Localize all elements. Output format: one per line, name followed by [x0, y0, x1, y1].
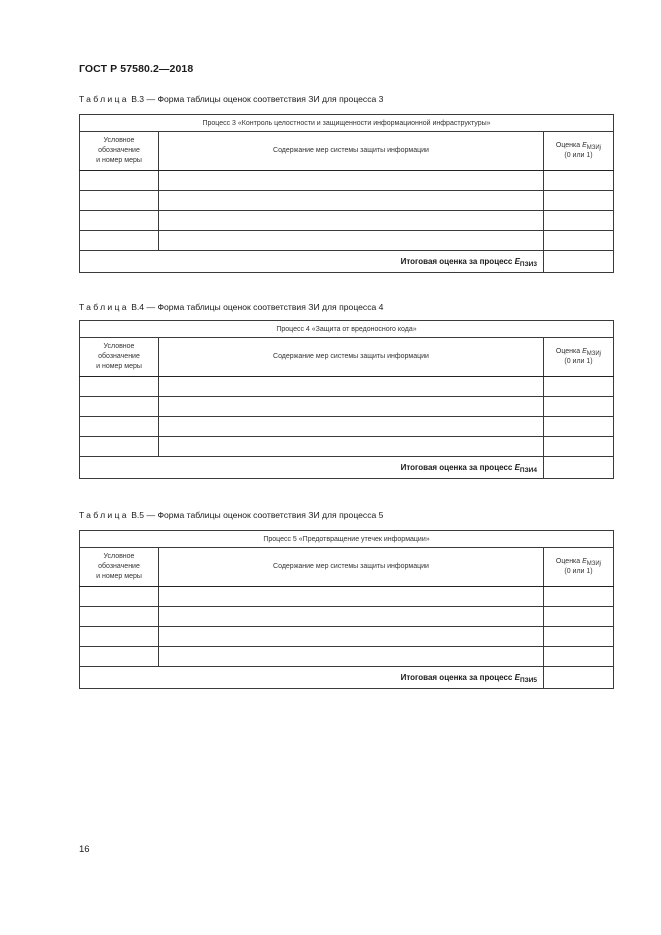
column-header-score: Оценка $E_{МЗИj}$ (0 или 1) — [543, 132, 613, 171]
cell-score[interactable] — [543, 437, 613, 457]
cell-designation[interactable] — [80, 437, 159, 457]
table-caption — [79, 510, 383, 520]
column-header-designation: Условное обозначение и номер меры — [80, 338, 159, 377]
table-row — [80, 397, 614, 417]
total-score-label: Итоговая оценка за процесс $E_{ПЗИ3}$ — [80, 251, 544, 273]
table-row — [80, 211, 614, 231]
total-score-cell[interactable] — [543, 251, 613, 273]
cell-designation[interactable] — [80, 647, 159, 667]
total-score-label: Итоговая оценка за процесс $E_{ПЗИ4}$ — [80, 457, 544, 479]
column-header-content: Содержание мер системы защиты информации — [159, 132, 544, 171]
cell-score[interactable] — [543, 417, 613, 437]
cell-score[interactable] — [543, 211, 613, 231]
column-header-score: Оценка $E_{МЗИj}$ (0 или 1) — [543, 338, 613, 377]
column-header-content: Содержание мер системы защиты информации — [159, 548, 544, 587]
column-header-designation: Условное обозначение и номер меры — [80, 548, 159, 587]
total-score-cell[interactable] — [544, 667, 614, 689]
cell-score[interactable] — [543, 231, 613, 251]
cell-designation[interactable] — [80, 377, 159, 397]
cell-content[interactable] — [159, 397, 544, 417]
cell-designation[interactable] — [80, 231, 159, 251]
assessment-table-process-4 — [79, 320, 614, 479]
cell-designation[interactable] — [80, 607, 159, 627]
assessment-table-process-3 — [79, 114, 614, 273]
cell-designation[interactable] — [80, 627, 159, 647]
cell-designation[interactable] — [80, 587, 159, 607]
cell-content[interactable] — [159, 607, 544, 627]
process-title: Процесс 3 «Контроль целостности и защищенности информационной инфраструктуры» — [80, 115, 614, 132]
cell-content[interactable] — [159, 171, 544, 191]
document-standard-number: ГОСТ Р 57580.2—2018 — [79, 63, 194, 75]
cell-score[interactable] — [544, 607, 614, 627]
cell-score[interactable] — [544, 627, 614, 647]
cell-content[interactable] — [159, 377, 544, 397]
cell-designation[interactable] — [80, 171, 159, 191]
column-header-score: Оценка $E_{МЗИj}$ (0 или 1) — [544, 548, 614, 587]
cell-designation[interactable] — [80, 211, 159, 231]
cell-designation[interactable] — [80, 417, 159, 437]
table-row — [80, 231, 614, 251]
table-caption-label: Таблица — [79, 302, 129, 312]
cell-score[interactable] — [543, 377, 613, 397]
page-number: 16 — [79, 844, 90, 855]
total-score-label: Итоговая оценка за процесс $E_{ПЗИ5}$ — [80, 667, 544, 689]
table-caption — [79, 94, 383, 104]
cell-designation[interactable] — [80, 191, 159, 211]
cell-score[interactable] — [543, 191, 613, 211]
cell-score[interactable] — [543, 397, 613, 417]
table-caption — [79, 302, 383, 312]
table-row — [80, 607, 614, 627]
cell-score[interactable] — [544, 647, 614, 667]
table-caption-text: В.4 — Форма таблицы оценок соответствия ЗИ для процесса 4 — [131, 302, 384, 312]
table-row — [80, 587, 614, 607]
table-caption-label: Таблица — [79, 94, 129, 104]
assessment-table-process-5 — [79, 530, 614, 689]
table-row — [80, 627, 614, 647]
cell-score[interactable] — [543, 171, 613, 191]
table-row — [80, 437, 614, 457]
column-header-designation: Условное обозначение и номер меры — [80, 132, 159, 171]
cell-content[interactable] — [159, 231, 544, 251]
process-title: Процесс 5 «Предотвращение утечек информации» — [80, 531, 614, 548]
cell-content[interactable] — [159, 587, 544, 607]
table-caption-text: В.3 — Форма таблицы оценок соответствия ЗИ для процесса 3 — [131, 94, 384, 104]
table-caption-text: В.5 — Форма таблицы оценок соответствия ЗИ для процесса 5 — [131, 510, 384, 520]
table-row — [80, 377, 614, 397]
cell-score[interactable] — [544, 587, 614, 607]
cell-content[interactable] — [159, 437, 544, 457]
cell-content[interactable] — [159, 647, 544, 667]
cell-content[interactable] — [159, 627, 544, 647]
cell-designation[interactable] — [80, 397, 159, 417]
process-title: Процесс 4 «Защита от вредоносного кода» — [80, 321, 614, 338]
total-score-cell[interactable] — [543, 457, 613, 479]
cell-content[interactable] — [159, 417, 544, 437]
table-row — [80, 417, 614, 437]
cell-content[interactable] — [159, 211, 544, 231]
table-row — [80, 171, 614, 191]
cell-content[interactable] — [159, 191, 544, 211]
table-row — [80, 191, 614, 211]
table-row — [80, 647, 614, 667]
column-header-content: Содержание мер системы защиты информации — [159, 338, 544, 377]
table-caption-label: Таблица — [79, 510, 129, 520]
